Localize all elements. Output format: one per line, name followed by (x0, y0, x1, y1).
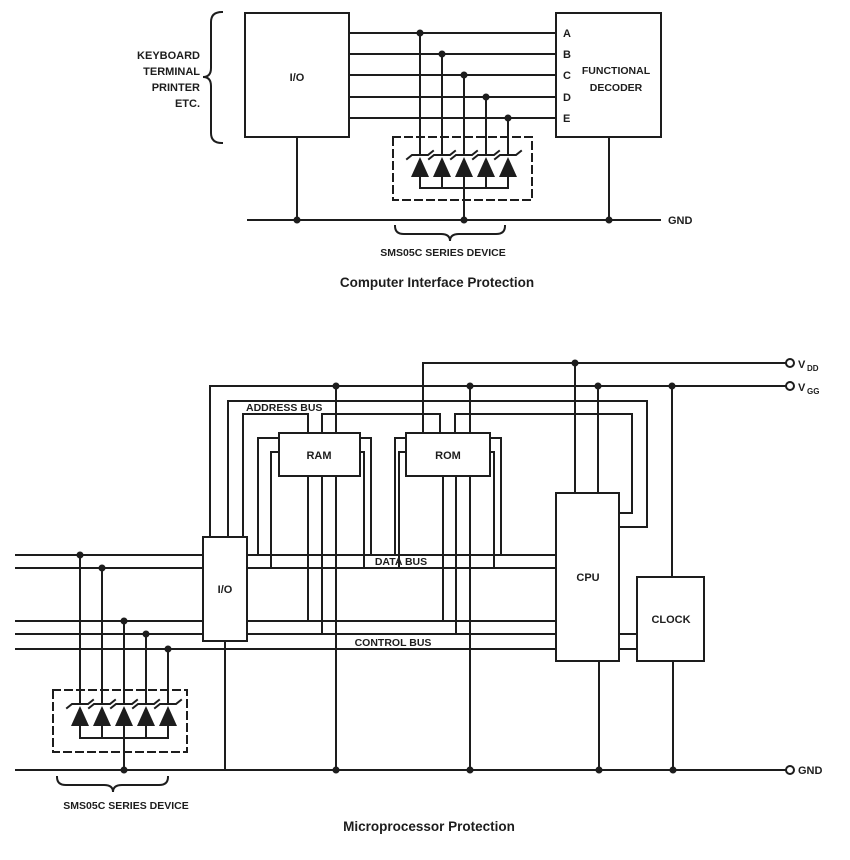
decoder-pin-d: D (563, 92, 571, 104)
top-diagram-title: Computer Interface Protection (339, 275, 535, 290)
decoder-pin-a: A (563, 28, 571, 40)
top-device-underbrace (395, 226, 505, 241)
bottom-diagram-title: Microprocessor Protection (343, 819, 515, 834)
clock-box-label: CLOCK (651, 614, 691, 626)
cpu-box-label: CPU (576, 572, 600, 584)
decoder-pin-b: B (563, 49, 571, 61)
decoder-label-line1: FUNCTIONAL (581, 65, 651, 77)
vdd-label: V (798, 359, 806, 371)
vgg-label: V (798, 382, 806, 394)
tvs-diode-array (67, 700, 181, 726)
vgg-terminal (786, 382, 794, 390)
data-bus-label: DATA BUS (374, 556, 428, 568)
rom-box-label: ROM (435, 450, 461, 462)
control-bus-label: CONTROL BUS (354, 637, 432, 649)
bottom-device-underbrace (57, 777, 168, 792)
io-box-label: I/O (217, 584, 233, 596)
peripheral-label: TERMINAL (143, 66, 200, 78)
vdd-label-subscript: DD (807, 364, 819, 373)
peripheral-label: ETC. (174, 98, 200, 110)
tvs-diode-array (407, 151, 521, 177)
microprocessor-protection-diagram (16, 359, 823, 834)
computer-interface-protection-diagram (137, 12, 692, 290)
decoder-label-line2: DECODER (589, 82, 643, 94)
vgg-label-subscript: GG (807, 387, 820, 396)
peripheral-label: KEYBOARD (137, 50, 200, 62)
gnd-terminal (786, 766, 794, 774)
address-bus-label: ADDRESS BUS (246, 402, 323, 414)
peripherals-brace (203, 12, 222, 143)
peripheral-label: PRINTER (151, 82, 200, 94)
vdd-terminal (786, 359, 794, 367)
io-box-label: I/O (289, 72, 305, 84)
decoder-pin-c: C (563, 70, 571, 82)
decoder-pin-e: E (563, 113, 571, 125)
top-device-label: SMS05C SERIES DEVICE (380, 247, 506, 259)
top-gnd-label: GND (668, 215, 693, 227)
bottom-gnd-label: GND (798, 765, 823, 777)
bottom-device-label: SMS05C SERIES DEVICE (63, 800, 189, 812)
ram-box-label: RAM (306, 450, 332, 462)
